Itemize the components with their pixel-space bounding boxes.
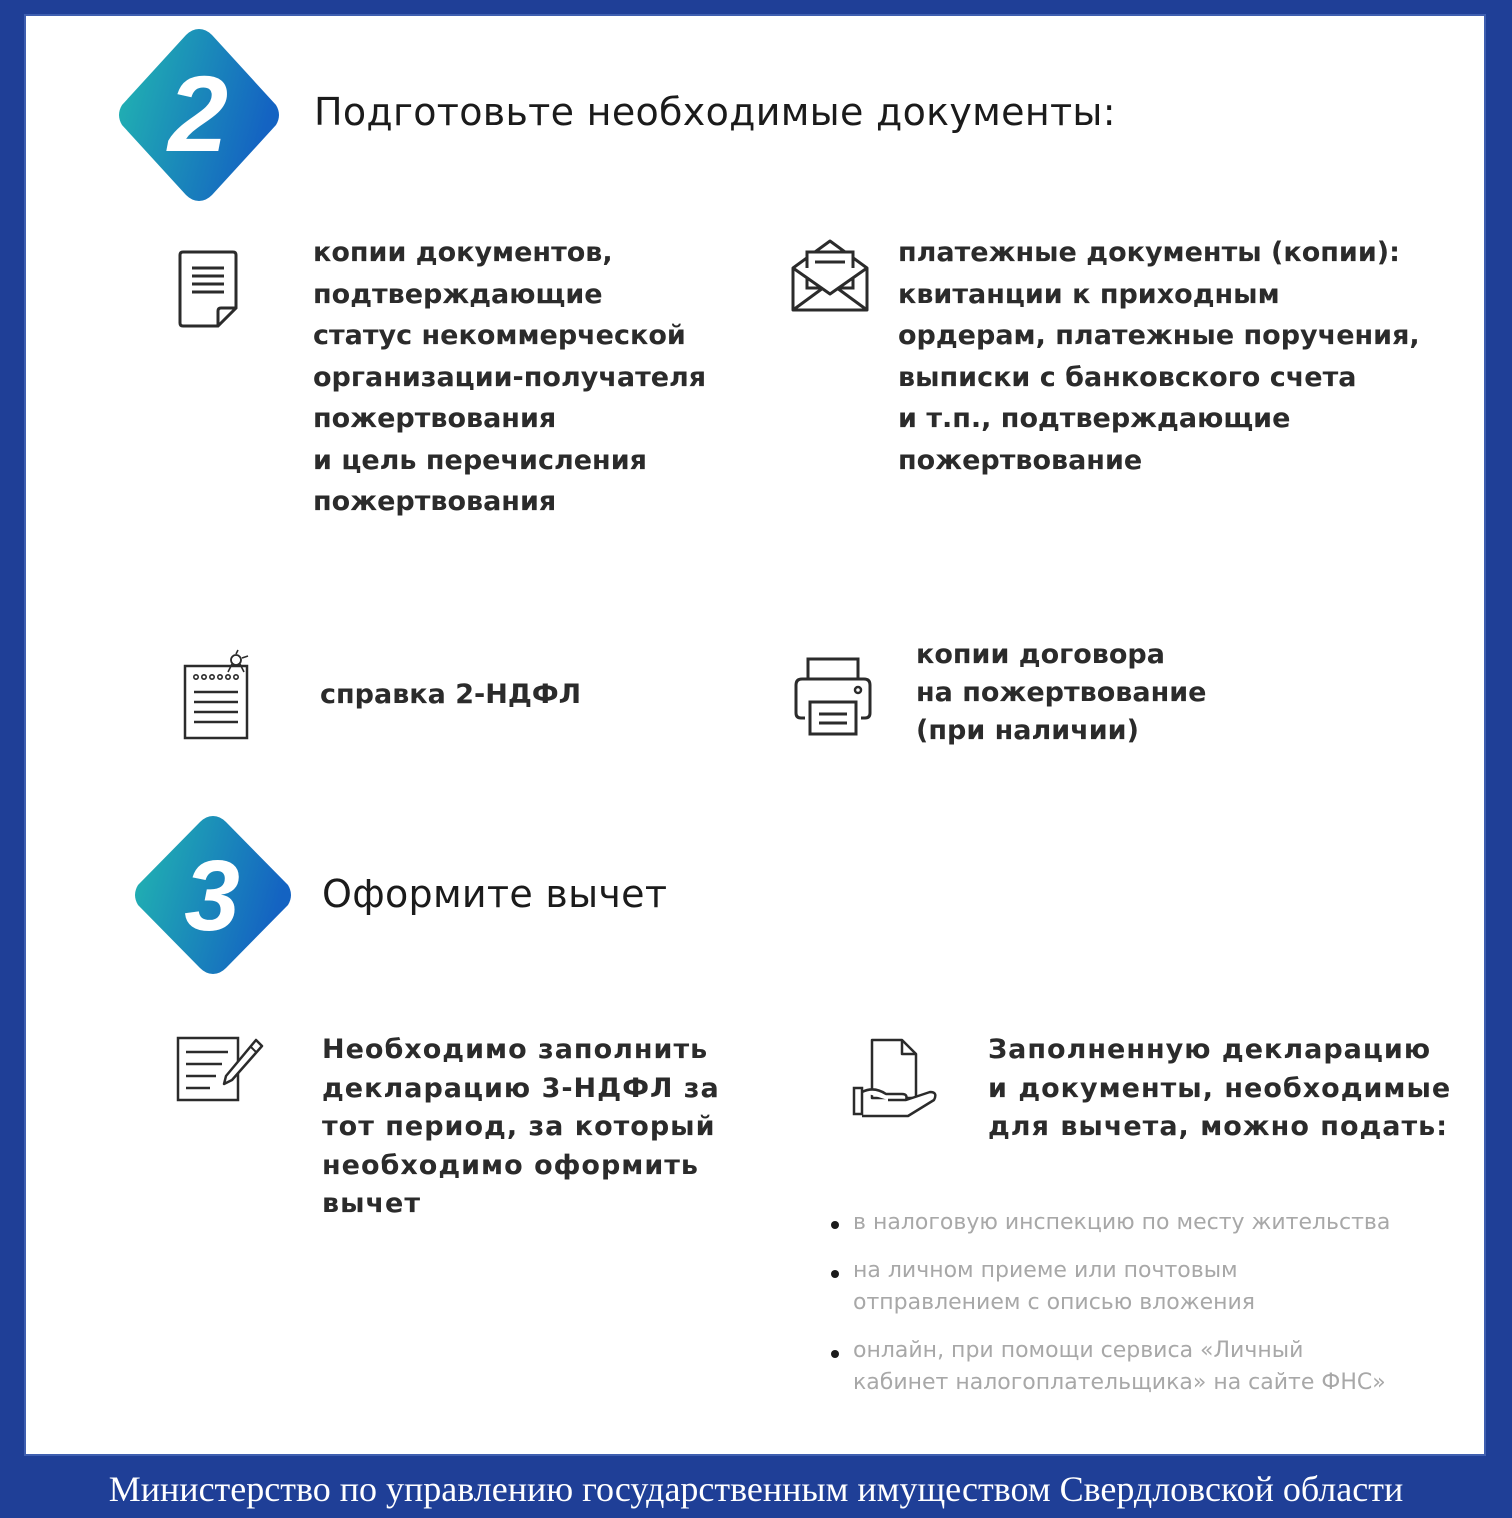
certificate-icon	[182, 650, 256, 742]
step-2-number: 2	[167, 53, 229, 174]
footer-ministry-name: Министерство по управлению государственным имуществом Свердловской области	[0, 1460, 1512, 1512]
bullet-icon	[831, 1270, 839, 1278]
step-2-title: Подготовьте необходимые документы:	[314, 90, 1116, 134]
printer-icon	[793, 656, 873, 738]
submit-option-tax-office: в налоговую инспекцию по месту жительства	[853, 1210, 1391, 1235]
submit-option-in-person-or-mail: на личном приеме или почтовым отправлением с описью вложения	[853, 1258, 1256, 1315]
step-3-number: 3	[184, 840, 240, 952]
item-status-docs-text: копии документов, подтверждающие статус некоммерческой организации-получателя пожертвования и цель перечисления пожертвования	[313, 237, 707, 517]
envelope-icon	[790, 238, 870, 314]
item-contract-text: копии договора на пожертвование (при наличии)	[916, 639, 1207, 746]
item-payment-docs-text: платежные документы (копии): квитанции к приходным ордерам, платежные поручения, выписки с банковского счета и т.п., подтверждающие пожертвование	[898, 237, 1420, 476]
step-2-badge	[116, 25, 282, 205]
item-fill-declaration-text: Необходимо заполнить декларацию 3-НДФЛ за тот период, за который необходимо оформить вычет	[322, 1034, 720, 1219]
form-pen-icon	[176, 1036, 264, 1104]
step-3-title: Оформите вычет	[322, 872, 668, 916]
item-submit-text: Заполненную декларацию и документы, необходимые для вычета, можно подать:	[988, 1034, 1452, 1142]
submit-option-online: онлайн, при помощи сервиса «Личный кабинет налогоплательщика» на сайте ФНС»	[853, 1338, 1386, 1395]
bullet-icon	[831, 1221, 839, 1229]
document-icon	[178, 250, 240, 330]
step-3-badge	[130, 812, 296, 978]
item-2ndfl-text: справка 2-НДФЛ	[320, 679, 582, 710]
hand-document-icon	[848, 1036, 940, 1122]
bullet-icon	[831, 1350, 839, 1358]
